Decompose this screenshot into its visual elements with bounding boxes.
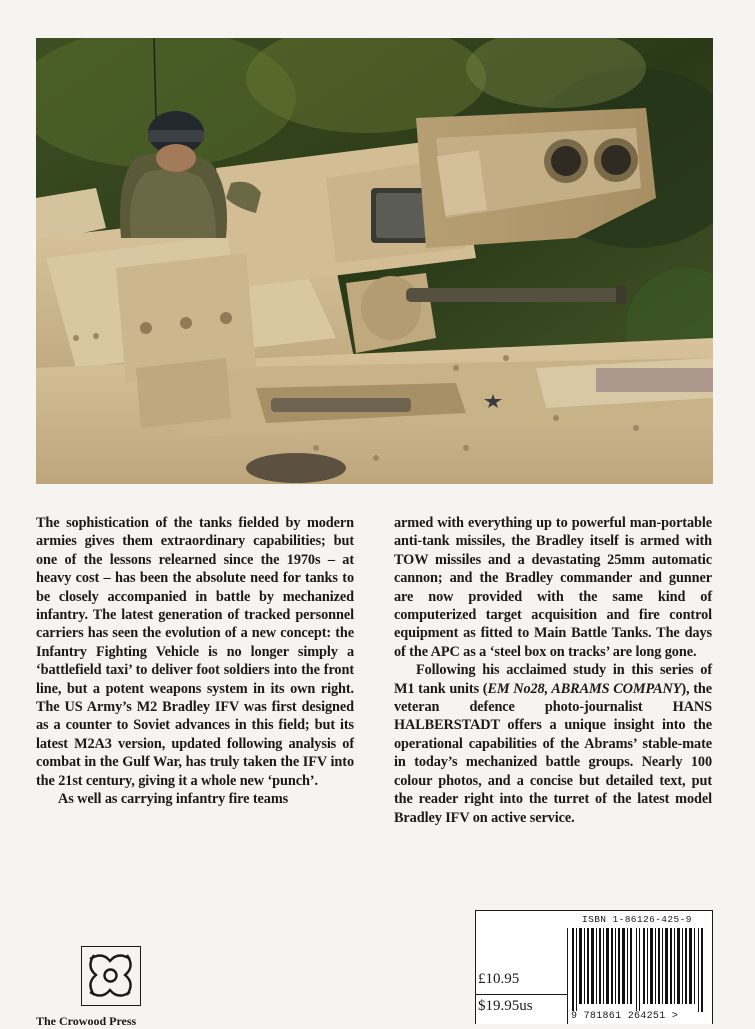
price-gbp: £10.95 — [478, 971, 520, 987]
bradley-ifv-photo-icon — [36, 38, 713, 484]
blurb-left-column — [36, 514, 354, 809]
barcode-divider — [567, 928, 568, 1024]
publisher-name: The Crowood Press — [36, 1014, 137, 1028]
series-reference: EM No28, ABRAMS COMPANY — [487, 680, 682, 697]
crowood-press-logo-icon — [81, 946, 141, 1006]
blurb-text: Following his acclaimed study in this series of M1 tank units ( — [394, 662, 712, 697]
blurb-paragraph: As well as carrying infantry fire teams — [58, 791, 289, 808]
blurb-text: ), the veteran defence photo-journalist HANS HALBERSTADT offers a unique insight into the operational capabilities of the Abrams’ stable-mate in today’s mechanized battle groups. Nearly 100 colour photos, and a concise but detailed text, put the reader right into the turret of the latest model Bradley IFV on active service. — [394, 680, 712, 826]
price-divider — [475, 994, 567, 995]
blurb-paragraph: armed with everything up to powerful man-portable anti-tank missiles, the Bradley itself is armed with TOW missiles and a devastating 25mm automatic cannon; and the Bradley commander and gunner are now provided with the same kind of computerized target acquisition and fire control equipment as fitted to Main Battle Tanks. The days of the APC as a ‘steel box on tracks’ are long gone. — [394, 515, 712, 660]
blurb-paragraph — [394, 661, 712, 827]
barcode-icon — [570, 928, 710, 1012]
price-usd: $19.95us — [478, 998, 533, 1014]
cover-photo-bradley-ifv — [36, 38, 713, 484]
isbn-number: ISBN 1-86126-425-9 — [582, 914, 692, 925]
blurb-right-column — [394, 514, 712, 827]
barcode-digits: 9 781861 264251 > — [571, 1011, 679, 1022]
blurb-paragraph: The sophistication of the tanks fielded by modern armies gives them extraordinary capabilities; but one of the lessons relearned since the 1970s – at heavy cost – has been the absolute need for tanks to be closely accompanied in battle by mechanized infantry. The latest generation of tracked personnel carriers has seen the evolution of a new concept: the Infantry Fighting Vehicle is no longer simply a ‘battlefield taxi’ to deliver foot soldiers into the front line, but a potent weapons system in its own right. The US Army’s M2 Bradley IFV was first designed as a counter to Soviet advances in this field; but its latest M2A3 version, updated following analysis of combat in the Gulf War, has truly taken the IFV into the 21st century, giving it a whole new ‘punch’. — [36, 515, 354, 789]
